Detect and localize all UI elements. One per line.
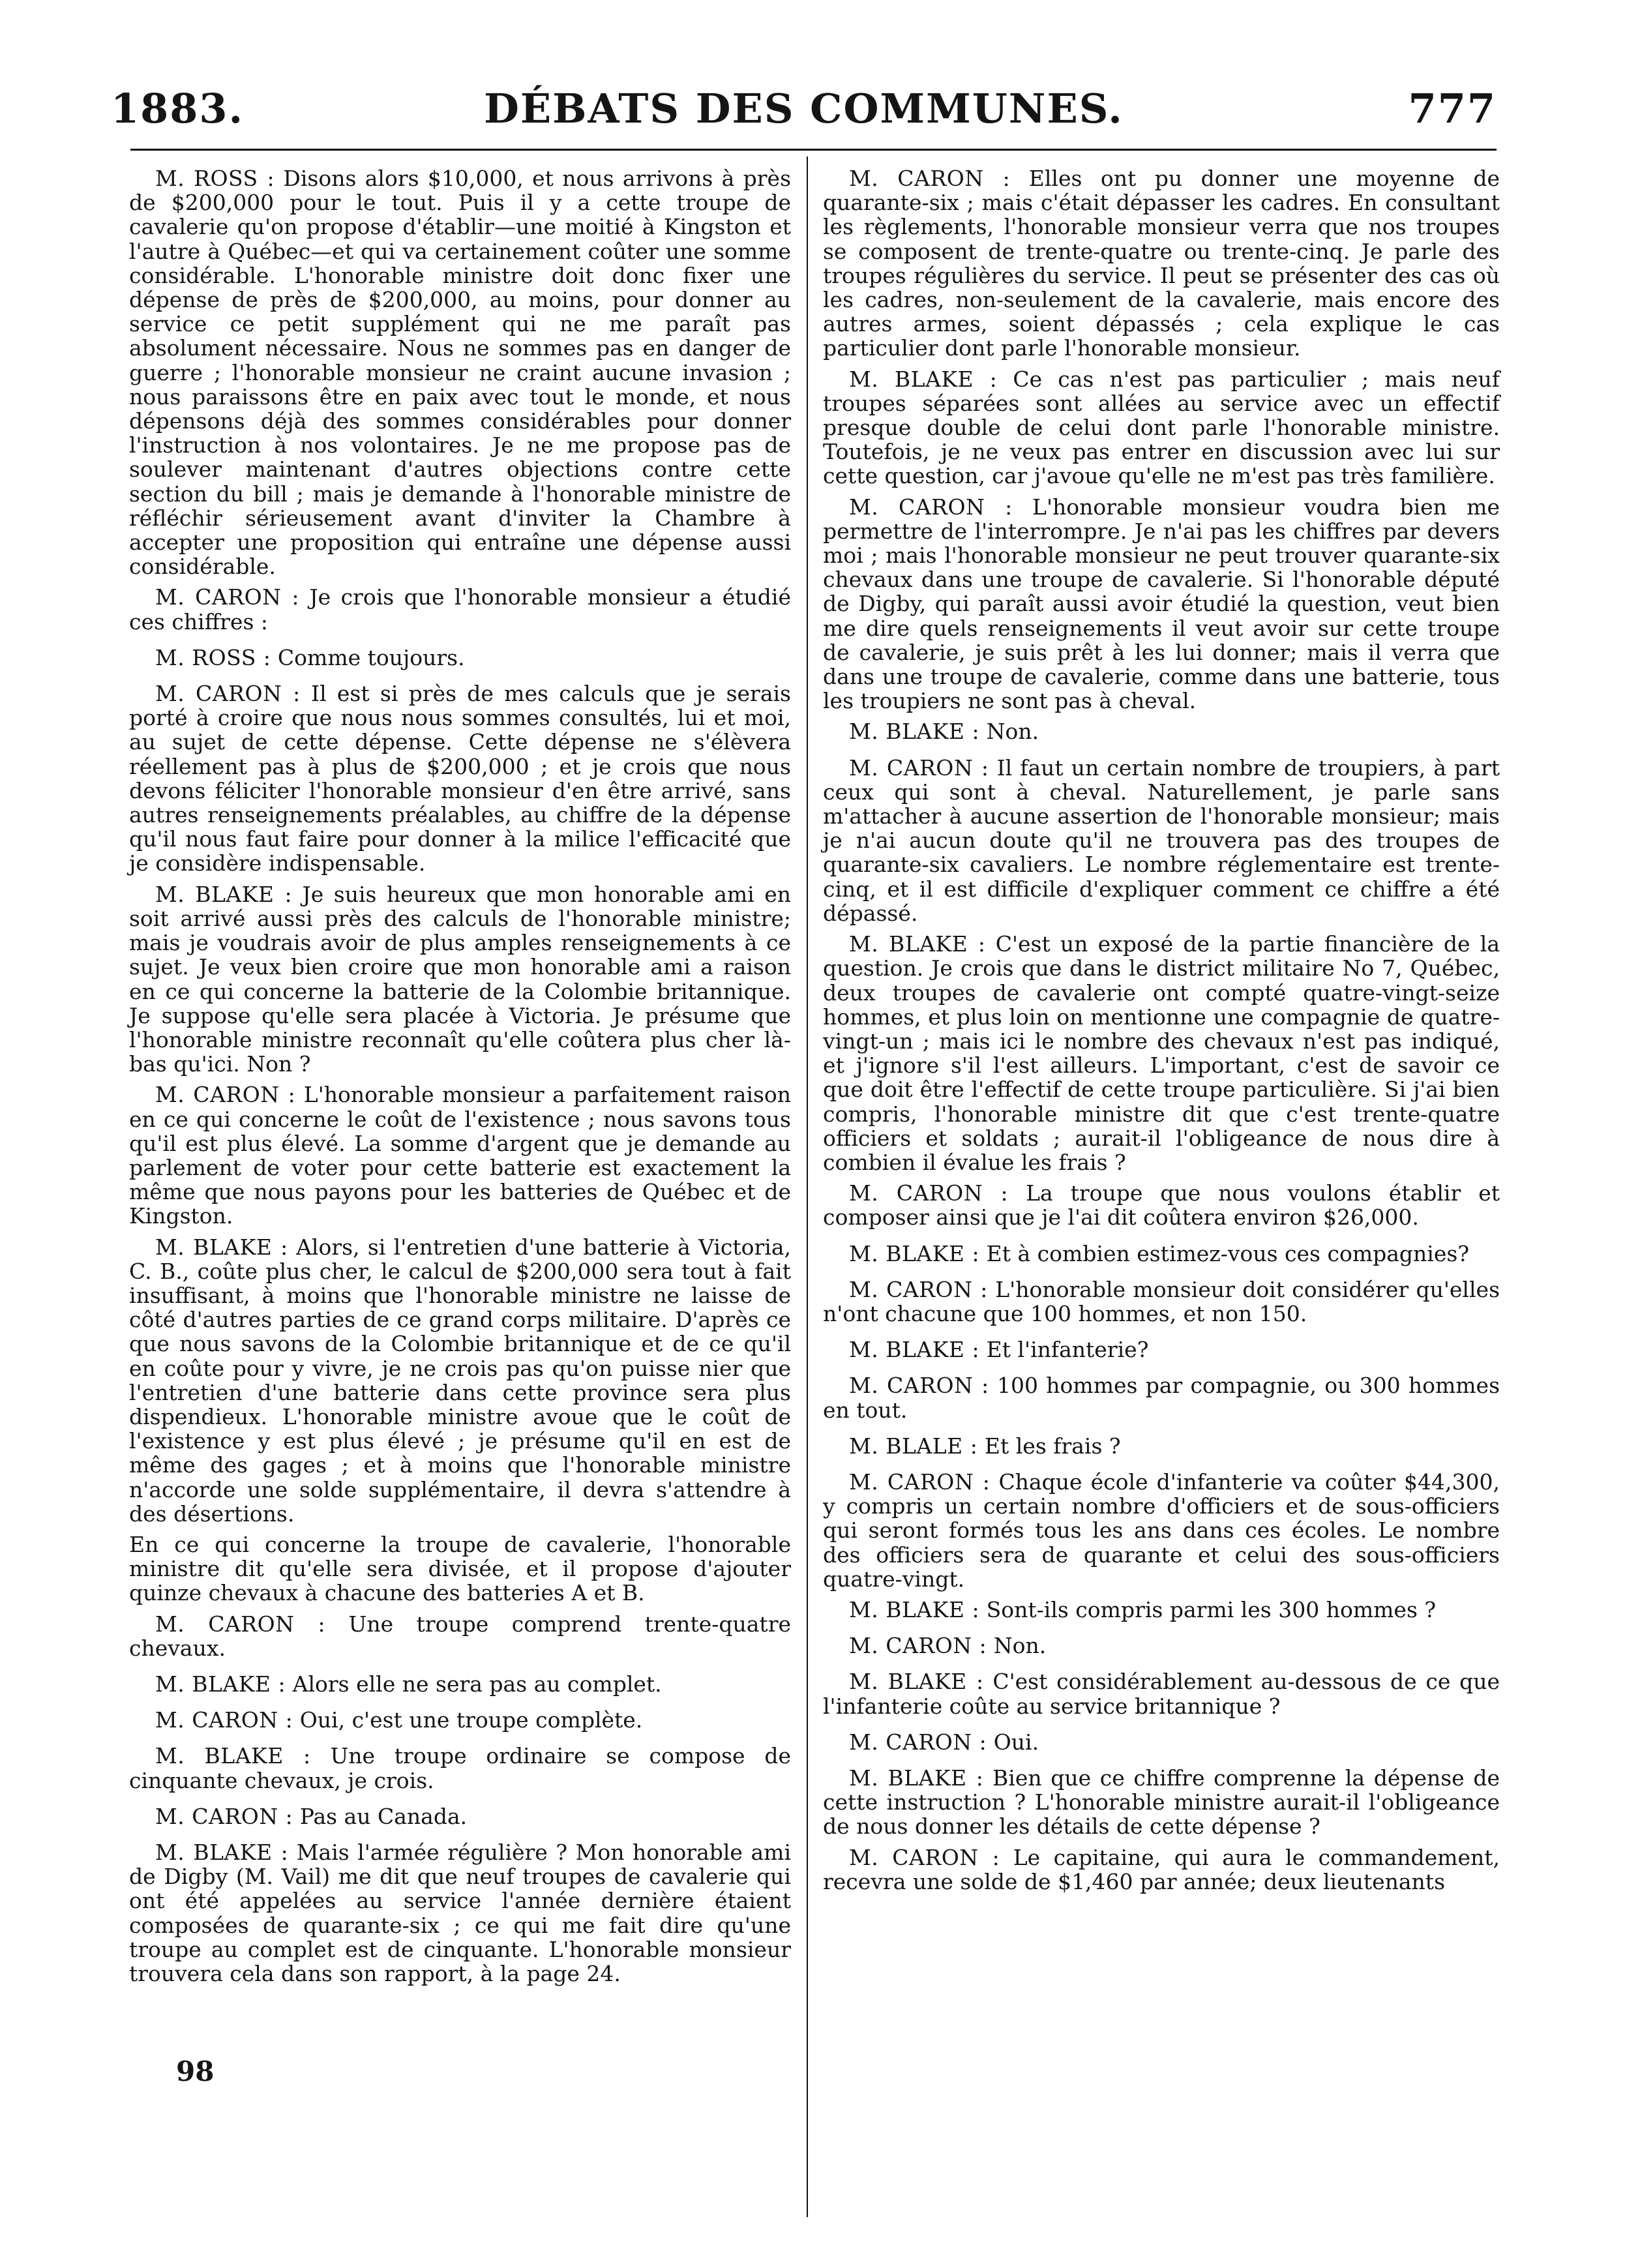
speaker-name: M. CARON : <box>849 754 989 781</box>
speech-text: En ce qui concerne la troupe de cavalerie, l'honorable ministre dit qu'elle sera divisée, et il propose d'ajouter quinze chevaux à chacune des batteries A et B. <box>129 1531 791 1606</box>
speech-paragraph <box>823 1634 1500 1658</box>
speech-paragraph <box>129 1612 791 1660</box>
speech-text: Oui, c'est une troupe complète. <box>299 1707 643 1733</box>
speech-paragraph <box>129 681 791 876</box>
speech-text: Ce cas n'est pas particulier ; mais neuf troupes séparées sont allées au service avec un effectif presque double de celui dont parle l'honorable ministre. Toutefois, je ne veux pas entrer en discussion avec lui sur cette question, car j'avoue qu'elle ne m'est pas très familière. <box>823 366 1500 489</box>
speaker-name: M. ROSS : <box>155 644 271 670</box>
speech-text: La troupe que nous voulons établir et composer ainsi que je l'ai dit coûtera environ $26,000. <box>823 1180 1500 1231</box>
speech-text: Et l'infanterie? <box>986 1337 1149 1363</box>
speech-paragraph <box>823 1277 1500 1326</box>
speaker-name: M. CARON : <box>849 494 1013 520</box>
speech-paragraph <box>129 1082 791 1228</box>
speech-text: Non. <box>986 719 1039 745</box>
speaker-name: M. CARON : <box>155 1082 296 1108</box>
speaker-name: M. CARON : <box>849 1276 988 1302</box>
header-title: DÉBATS DES COMMUNES. <box>484 85 1124 132</box>
speech-text: Comme toujours. <box>277 644 465 670</box>
speaker-name: M. CARON : <box>849 166 1011 191</box>
speech-paragraph <box>823 719 1500 743</box>
column-divider <box>807 157 808 2217</box>
speech-paragraph <box>129 1744 791 1792</box>
speaker-name: M. BLAKE : <box>155 1234 288 1260</box>
speaker-name: M. BLAKE : <box>849 1669 984 1695</box>
header-page-number: 777 <box>1408 85 1497 132</box>
speech-paragraph <box>823 1337 1500 1362</box>
speech-text: Alors elle ne sera pas au complet. <box>292 1671 662 1697</box>
speech-text: C'est un exposé de la partie financière de la question. Je crois que dans le district militaire No 7, Québec, deux troupes de cavalerie ont compté quatre-vingt-seize hommes, et plus loin on mentionne une compagnie de quatre-vingt-un ; mais ici le nombre des chevaux n'est pas indiqué, et j'ignore s'il l'est ailleurs. L'important, c'est de savoir ce que doit être l'effectif de cette troupe particulière. Si j'ai bien compris, l'honorable ministre dit que c'est trente-quatre officiers et soldats ; aurait-il l'obligeance de nous dire à combien il évalue les frais ? <box>823 931 1500 1175</box>
speech-paragraph <box>823 495 1500 713</box>
speaker-name: M. BLAKE : <box>849 1240 980 1266</box>
speech-paragraph <box>823 1373 1500 1422</box>
speaker-name: M. BLAKE : <box>155 1671 286 1697</box>
speaker-name: M. CARON : <box>155 1803 293 1829</box>
speech-text: Je crois que l'honorable monsieur a étudié ces chiffres : <box>129 584 791 634</box>
speech-paragraph <box>129 646 791 670</box>
signature-mark: 98 <box>176 2055 215 2087</box>
speech-paragraph <box>823 1730 1500 1754</box>
speaker-name: M. BLAKE : <box>849 931 986 957</box>
speech-text: L'honorable monsieur doit considérer qu'elles n'ont chacune que 100 hommes, et non 150. <box>823 1276 1500 1326</box>
speech-text: Et à combien estimez-vous ces compagnies? <box>986 1240 1470 1266</box>
speaker-name: M. CARON : <box>849 1633 987 1659</box>
speaker-name: M. BLAKE : <box>155 881 293 907</box>
speaker-name: M. BLAKE : <box>155 1743 311 1769</box>
speech-text: Pas au Canada. <box>299 1803 468 1829</box>
speech-paragraph <box>823 1242 1500 1266</box>
page-header <box>111 78 1497 150</box>
speaker-name: M. CARON : <box>155 681 301 707</box>
speaker-name: M. BLAKE : <box>849 366 998 392</box>
speech-text: L'honorable monsieur voudra bien me permettre de l'interrompre. Je n'ai pas les chiffres par devers moi ; mais l'honorable monsieur ne peut trouver quarante-six chevaux dans une troupe de cavalerie. Si l'honorable député de Digby, qui paraît aussi avoir étudié la question, veut bien me dire quels renseignements il veut avoir sur cette troupe de cavalerie, je suis prêt à les lui donner; mais il verra que dans une troupe de cavalerie, comme dans une batterie, tous les troupiers ne sont pas à cheval. <box>823 494 1500 714</box>
speech-paragraph <box>129 1708 791 1732</box>
speech-paragraph <box>129 1840 791 1986</box>
speech-text: Chaque école d'infanterie va coûter $44,300, y compris un certain nombre d'officiers et de sous-officiers qui seront formés tous les ans dans ces écoles. Le nombre des officiers sera de quarante et celui des sous-officiers quatre-vingt. <box>823 1469 1500 1592</box>
left-column <box>129 166 791 1992</box>
speech-text: Non. <box>993 1633 1047 1659</box>
speech-paragraph <box>129 1804 791 1828</box>
speaker-name: M. CARON : <box>849 1729 987 1755</box>
speech-text: Oui. <box>993 1729 1039 1755</box>
speaker-name: M. BLAKE : <box>849 1765 984 1791</box>
speech-paragraph <box>823 1669 1500 1718</box>
speech-text: Bien que ce chiffre comprenne la dépense de cette instruction ? L'honorable ministre aurait-il l'obligeance de nous donner les détails de cette dépense ? <box>823 1765 1500 1840</box>
speech-text: L'honorable monsieur a parfaitement raison en ce qui concerne le coût de l'existence ; nous savons tous qu'il est plus élevé. La somme d'argent que je demande au parlement de voter pour cette batterie est exactement la même que nous payons pour les batteries de Québec et de Kingston. <box>129 1082 792 1229</box>
speech-paragraph <box>823 1845 1500 1894</box>
right-column <box>823 166 1500 1905</box>
speech-paragraph <box>129 585 791 633</box>
speaker-name: M. CARON : <box>849 1373 989 1399</box>
speech-paragraph <box>823 166 1500 361</box>
speaker-name: M. BLAKE : <box>849 719 980 745</box>
speech-text: Mais l'armée régulière ? Mon honorable ami de Digby (M. Vail) me dit que neuf troupes de cavalerie qui ont été appelées au service l'année dernière étaient composées de quarante-six ; ce qui me fait dire qu'une troupe au complet est de cinquante. L'honorable monsieur trouvera cela dans son rapport, à la page 24. <box>129 1840 792 1987</box>
speaker-name: M. CARON : <box>849 1469 991 1495</box>
speech-paragraph <box>129 882 791 1077</box>
speaker-name: M. CARON : <box>849 1180 1009 1206</box>
speech-text: Il faut un certain nombre de troupiers, à part ceux qui sont à cheval. Naturellement, je parle sans m'attacher à aucune assertion de l'honorable monsieur; mais je n'ai aucun doute qu'il ne trouvera pas des troupes de quarante-six cavaliers. Le nombre réglementaire est trente-cinq, et il est difficile d'expliquer comment ce chiffre a été dépassé. <box>823 754 1500 926</box>
speaker-name: M. BLAKE : <box>849 1596 980 1622</box>
speaker-name: M. BLAKE : <box>849 1337 980 1363</box>
speech-text: 100 hommes par compagnie, ou 300 hommes en tout. <box>823 1373 1500 1423</box>
speech-text: Le capitaine, qui aura le commandement, recevra une solde de $1,460 par année; deux lieutenants <box>823 1844 1500 1894</box>
speech-paragraph <box>823 932 1500 1174</box>
speech-text: C'est considérablement au-dessous de ce que l'infanterie coûte au service britannique ? <box>823 1669 1500 1719</box>
speech-paragraph <box>823 1766 1500 1839</box>
header-year: 1883. <box>111 85 245 132</box>
header-rule <box>130 149 1497 151</box>
speech-paragraph <box>823 1434 1500 1458</box>
speech-paragraph <box>823 367 1500 488</box>
speech-paragraph <box>823 1470 1500 1591</box>
speech-text: Je suis heureux que mon honorable ami en soit arrivé aussi près des calculs de l'honorable ministre; mais je voudrais avoir de plus amples renseignements à ce sujet. Je veux bien croire que mon honorable ami a raison en ce qui concerne la batterie de la Colombie britannique. Je suppose qu'elle sera placée à Victoria. Je présume que l'honorable ministre reconnaît qu'elle coûtera plus cher là-bas qu'ici. Non ? <box>129 881 791 1077</box>
speaker-name: M. CARON : <box>155 584 300 610</box>
speech-text: Il est si près de mes calculs que je serais porté à croire que nous nous sommes consultés, lui et moi, au sujet de cette dépense. Cette dépense ne s'élèvera réellement pas à plus de $200,000 ; et je crois que nous devons féliciter l'honorable monsieur d'en être arrivé, sans autres renseignements préalables, au chiffre de la dépense qu'il nous faut faire pour donner à la milice l'efficacité que je considère indispensable. <box>129 681 791 876</box>
speech-text: Elles ont pu donner une moyenne de quarante-six ; mais c'était dépasser les cadres. En consultant les règlements, l'honorable monsieur verra que nos troupes se composent de trente-quatre ou trente-cinq. Je parle des troupes régulières du service. Il peut se présenter des cas où les cadres, non-seulement de la cavalerie, mais encore des autres armes, soient dépassés ; cela explique le cas particulier dont parle l'honorable monsieur. <box>823 166 1500 361</box>
speech-paragraph <box>823 1181 1500 1229</box>
speaker-name: M. CARON : <box>155 1611 326 1637</box>
speech-text: Disons alors $10,000, et nous arrivons à près de $200,000 pour le tout. Puis il y a cette troupe de cavalerie qu'on propose d'établir—une moitié à Kingston et l'autre à Québec—et qui va certainement coûter une somme considérable. L'honorable ministre doit donc fixer une dépense de près de $200,000, au moins, pour donner au service ce petit supplément qui ne me paraît pas absolument nécessaire. Nous ne sommes pas en danger de guerre ; l'honorable monsieur ne craint aucune invasion ; nous paraissons être en paix avec tout le monde, et nous dépensons déjà des sommes considérables pour donner l'instruction à nos volontaires. Je ne me propose pas de soulever maintenant d'autres objections contre cette section du bill ; mais je demande à l'honorable ministre de réfléchir sérieusement avant d'inviter la Chambre à accepter une proposition qui entraîne une dépense aussi considérable. <box>129 166 791 580</box>
speech-text: Une troupe comprend trente-quatre chevaux. <box>129 1611 791 1661</box>
speech-paragraph <box>129 166 791 578</box>
speech-text: Et les frais ? <box>984 1433 1121 1459</box>
speaker-name: M. ROSS : <box>155 166 275 191</box>
speech-paragraph <box>823 1598 1500 1622</box>
speaker-name: M. BLAKE : <box>155 1840 289 1865</box>
speech-paragraph <box>823 756 1500 925</box>
speech-paragraph <box>129 1532 791 1605</box>
speech-paragraph <box>129 1672 791 1696</box>
speaker-name: M. BLALE : <box>849 1433 978 1459</box>
speech-text: Une troupe ordinaire se compose de cinquante chevaux, je crois. <box>129 1743 791 1793</box>
speech-text: Alors, si l'entretien d'une batterie à Victoria, C. B., coûte plus cher, le calcul de $200,000 sera tout à fait insuffisant, à moins que l'honorable ministre ne laisse de côté d'autres parties de ce grand corps militaire. D'après ce que nous savons de la Colombie britannique et de ce qu'il en coûte pour y vivre, je ne crois pas qu'on puisse nier que l'entretien d'une batterie dans cette province sera plus dispendieux. L'honorable ministre avoue que le coût de l'existence y est plus élevé ; je présume qu'il en est de même des gages ; et à moins que l'honorable ministre n'accorde une solde supplémentaire, il devra s'attendre à des désertions. <box>129 1234 791 1527</box>
speech-text: Sont-ils compris parmi les 300 hommes ? <box>986 1596 1437 1622</box>
speaker-name: M. CARON : <box>849 1844 1000 1870</box>
speaker-name: M. CARON : <box>155 1707 293 1733</box>
speech-paragraph <box>129 1235 791 1526</box>
